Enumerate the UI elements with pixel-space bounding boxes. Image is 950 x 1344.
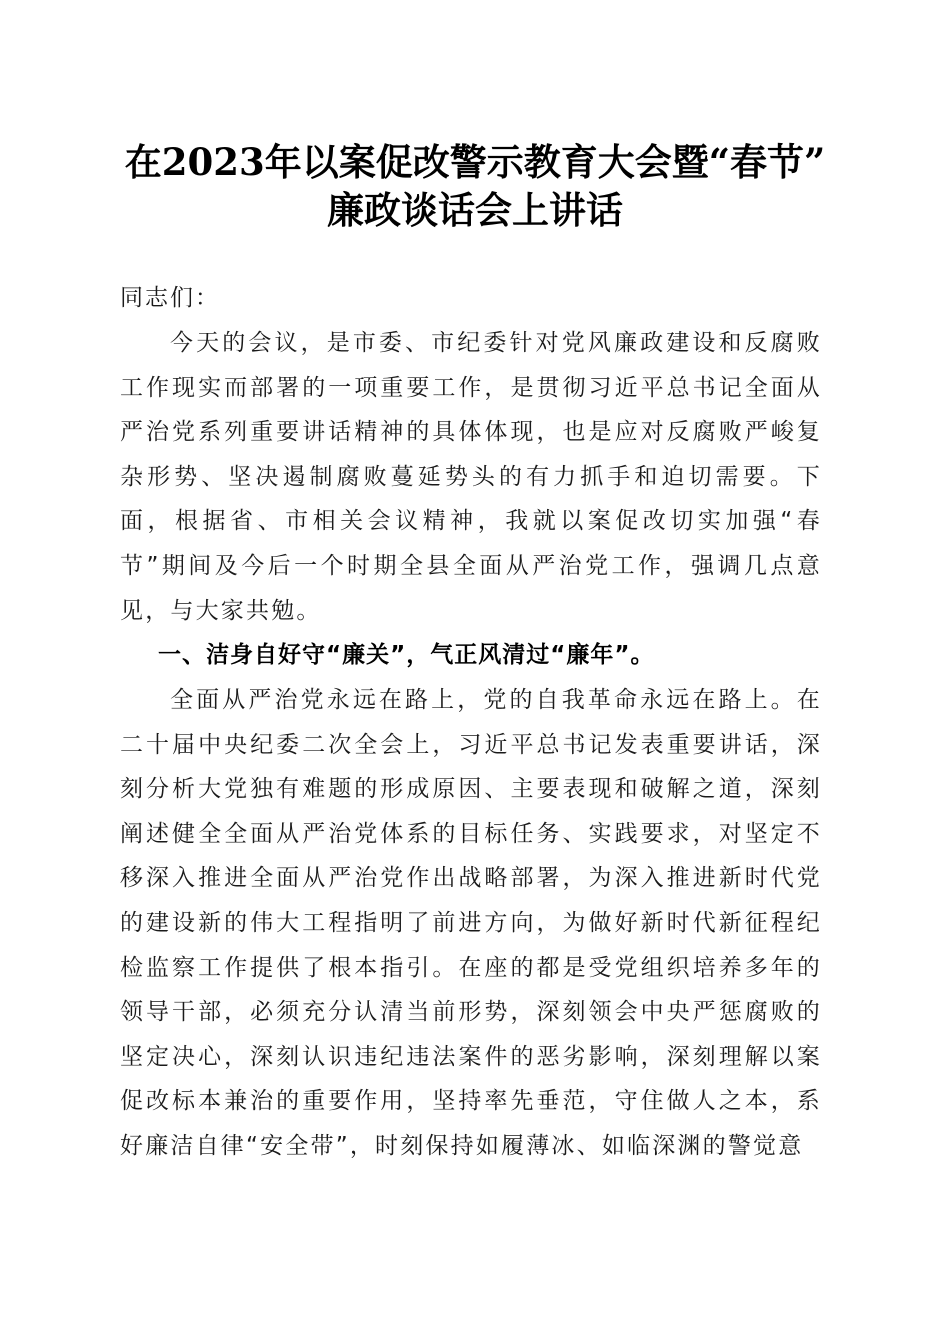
paragraph-section-1: 全面从严治党永远在路上，党的自我革命永远在路上。在二十届中央纪委二次全会上，习近平总书记发表重要讲话，深刻分析大党独有难题的形成原因、主要表现和破解之道，深刻阐述健全全面从严治党体系的目标任务、实践要求，对坚定不移深入推进全面从严治党作出战略部署，为深入推进新时代党的建设新的伟大工程指明了前进方向，为做好新时代新征程纪检监察工作提供了根本指引。在座的都是受党组织培养多年的领导干部，必须充分认清当前形势，深刻领会中央严惩腐败的坚定决心，深刻认识违纪违法案件的恶劣影响，深刻理解以案促改标本兼治的重要作用，坚持率先垂范，守住做人之本，系好廉洁自律“安全带”，时刻保持如履薄冰、如临深渊的警觉意 xyxy=(120,687,822,1159)
salutation: 同志们： xyxy=(120,285,220,311)
section-heading-1: 一、洁身自好守“廉关”，气正风清过“廉年”。 xyxy=(158,642,655,668)
document-title-line-2: 廉政谈话会上讲话 xyxy=(327,188,623,232)
paragraph-intro: 今天的会议，是市委、市纪委针对党风廉政建设和反腐败工作现实而部署的一项重要工作，是贯彻习近平总书记全面从严治党系列重要讲话精神的具体体现，也是应对反腐败严峻复杂形势、坚决遏制腐败蔓延势头的有力抓手和迫切需要。下面，根据省、市相关会议精神，我就以案促改切实加强“春节”期间及今后一个时期全县全面从严治党工作，强调几点意见，与大家共勉。 xyxy=(120,330,822,624)
document-title-line-1: 在2023年以案促改警示教育大会暨“春节” xyxy=(124,140,826,184)
